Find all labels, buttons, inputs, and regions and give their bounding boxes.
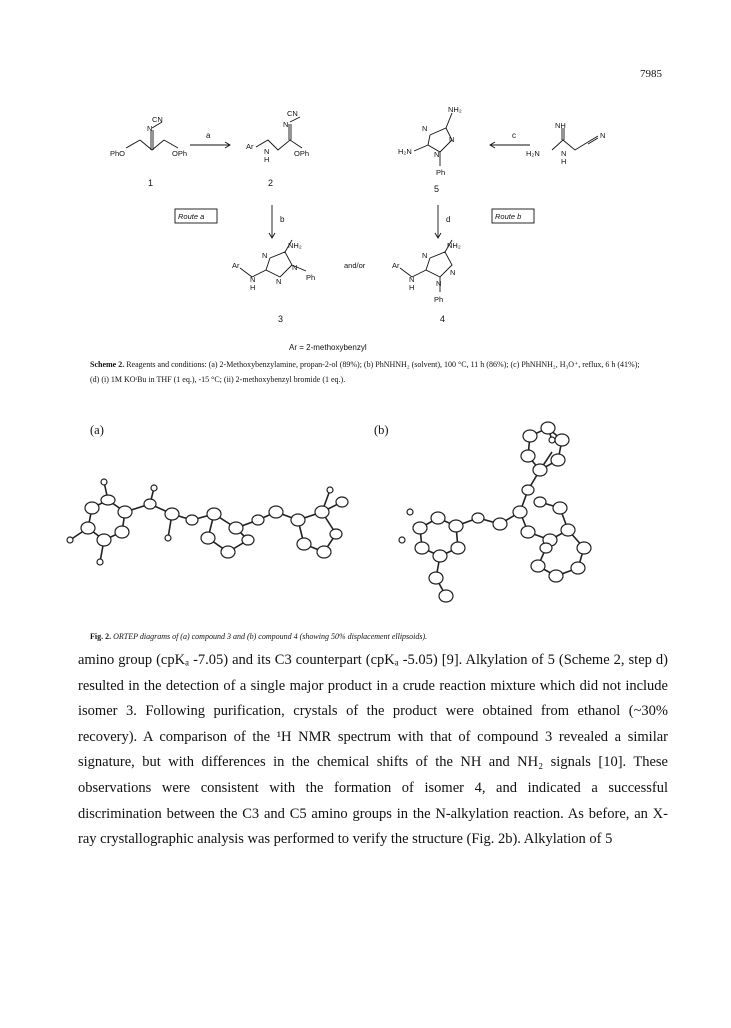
svg-text:CN: CN: [287, 109, 298, 118]
svg-text:H₂N: H₂N: [526, 149, 540, 158]
svg-text:N: N: [276, 277, 282, 286]
svg-text:Ar: Ar: [392, 261, 400, 270]
compound-label-1: 1: [148, 178, 154, 188]
scheme-caption-label: Scheme 2.: [90, 360, 125, 369]
svg-text:Ph: Ph: [306, 273, 316, 282]
route-b-label: Route b: [495, 212, 522, 221]
arrow-label-d: d: [446, 215, 451, 224]
svg-text:N: N: [262, 251, 268, 260]
figure-caption-label: Fig. 2.: [90, 632, 112, 641]
and-or-label: and/or: [344, 261, 366, 270]
figure-caption-text: ORTEP diagrams of (a) compound 3 and (b) compound 4 (showing 50% displacement ellipsoids).: [113, 632, 428, 641]
svg-text:N: N: [436, 279, 442, 288]
svg-text:H: H: [264, 155, 270, 164]
svg-text:OPh: OPh: [172, 149, 188, 158]
svg-text:N: N: [561, 149, 567, 158]
svg-text:N: N: [422, 251, 428, 260]
svg-text:N: N: [434, 150, 440, 159]
figure-caption: [90, 632, 427, 641]
reaction-scheme: [0, 0, 731, 345]
svg-text:N: N: [283, 120, 289, 129]
compound-label-2: 2: [268, 178, 274, 188]
arrow-label-b: b: [280, 215, 285, 224]
svg-text:NH₂: NH₂: [448, 105, 462, 114]
arrow-label-c: c: [512, 131, 516, 140]
svg-text:Ph: Ph: [434, 295, 444, 304]
scheme-caption-text: Reagents and conditions: (a) 2-Methoxybenzylamine, propan-2-ol (89%); (b) PhNHNH₂ (solvent), 100 °C, 11 h (86%); (c) PhNHNH₂, H₃O⁺, reflux, 6 h (41%); (d) (i) 1M KOᵗBu in THF (1 eq.), -15 °C; (ii) 2-methoxybenzyl bromide (1 eq.).: [90, 360, 640, 384]
svg-text:N: N: [409, 275, 415, 284]
svg-text:NH: NH: [555, 121, 566, 130]
svg-text:H: H: [561, 157, 567, 166]
svg-text:N: N: [422, 124, 428, 133]
svg-text:N: N: [292, 263, 298, 272]
svg-text:Ar: Ar: [246, 142, 254, 151]
body-text: [78, 648, 668, 853]
svg-text:N: N: [264, 147, 270, 156]
svg-text:H₂N: H₂N: [398, 147, 412, 156]
body-paragraph: amino group (cpKₐ -7.05) and its C3 counterpart (cpKₐ -5.05) [9]. Alkylation of 5 (Scheme 2, step d) resulted in the detection of a single major product in a crude reaction mixture which did not include isomer 3. Following purification, crystals of the product were obtained from ethanol (~30% recovery). A comparison of the ¹H NMR spectrum with that of compound 3 revealed a similar signature, but with differences in the chemical shifts of the NH and NH₂ signals [10]. These observations were consistent with the formation of isomer 4, and indicated a successful discrimination between the C3 and C5 amino groups in the N-alkylation reaction. As before, an X-ray crystallographic analysis was performed to verify the structure (Fig. 2b). Alkylation of 5: [78, 652, 668, 848]
svg-text:N: N: [147, 124, 153, 133]
arrow-label-a: a: [206, 131, 211, 140]
route-a-label: Route a: [178, 212, 205, 221]
svg-text:PhO: PhO: [110, 149, 126, 158]
svg-text:N: N: [450, 268, 456, 277]
svg-text:NH₂: NH₂: [288, 241, 302, 250]
svg-text:NH₂: NH₂: [447, 241, 461, 250]
ar-definition: Ar = 2-methoxybenzyl: [289, 343, 367, 352]
svg-text:OPh: OPh: [294, 149, 310, 158]
svg-text:Ph: Ph: [436, 168, 446, 177]
svg-text:N: N: [250, 275, 256, 284]
ortep-diagrams: [0, 420, 731, 640]
page-number: 7985: [640, 68, 662, 80]
panel-a-label: (a): [90, 423, 104, 437]
svg-text:H: H: [409, 283, 415, 292]
svg-text:Ar: Ar: [232, 261, 240, 270]
compound-label-3: 3: [278, 314, 284, 324]
svg-text:N: N: [449, 135, 455, 144]
compound-label-4: 4: [440, 314, 446, 324]
svg-text:N: N: [600, 131, 606, 140]
svg-text:CN: CN: [152, 115, 163, 124]
svg-text:H: H: [250, 283, 256, 292]
compound-label-5: 5: [434, 184, 440, 194]
panel-b-label: (b): [374, 423, 389, 437]
scheme-caption: [90, 357, 650, 387]
